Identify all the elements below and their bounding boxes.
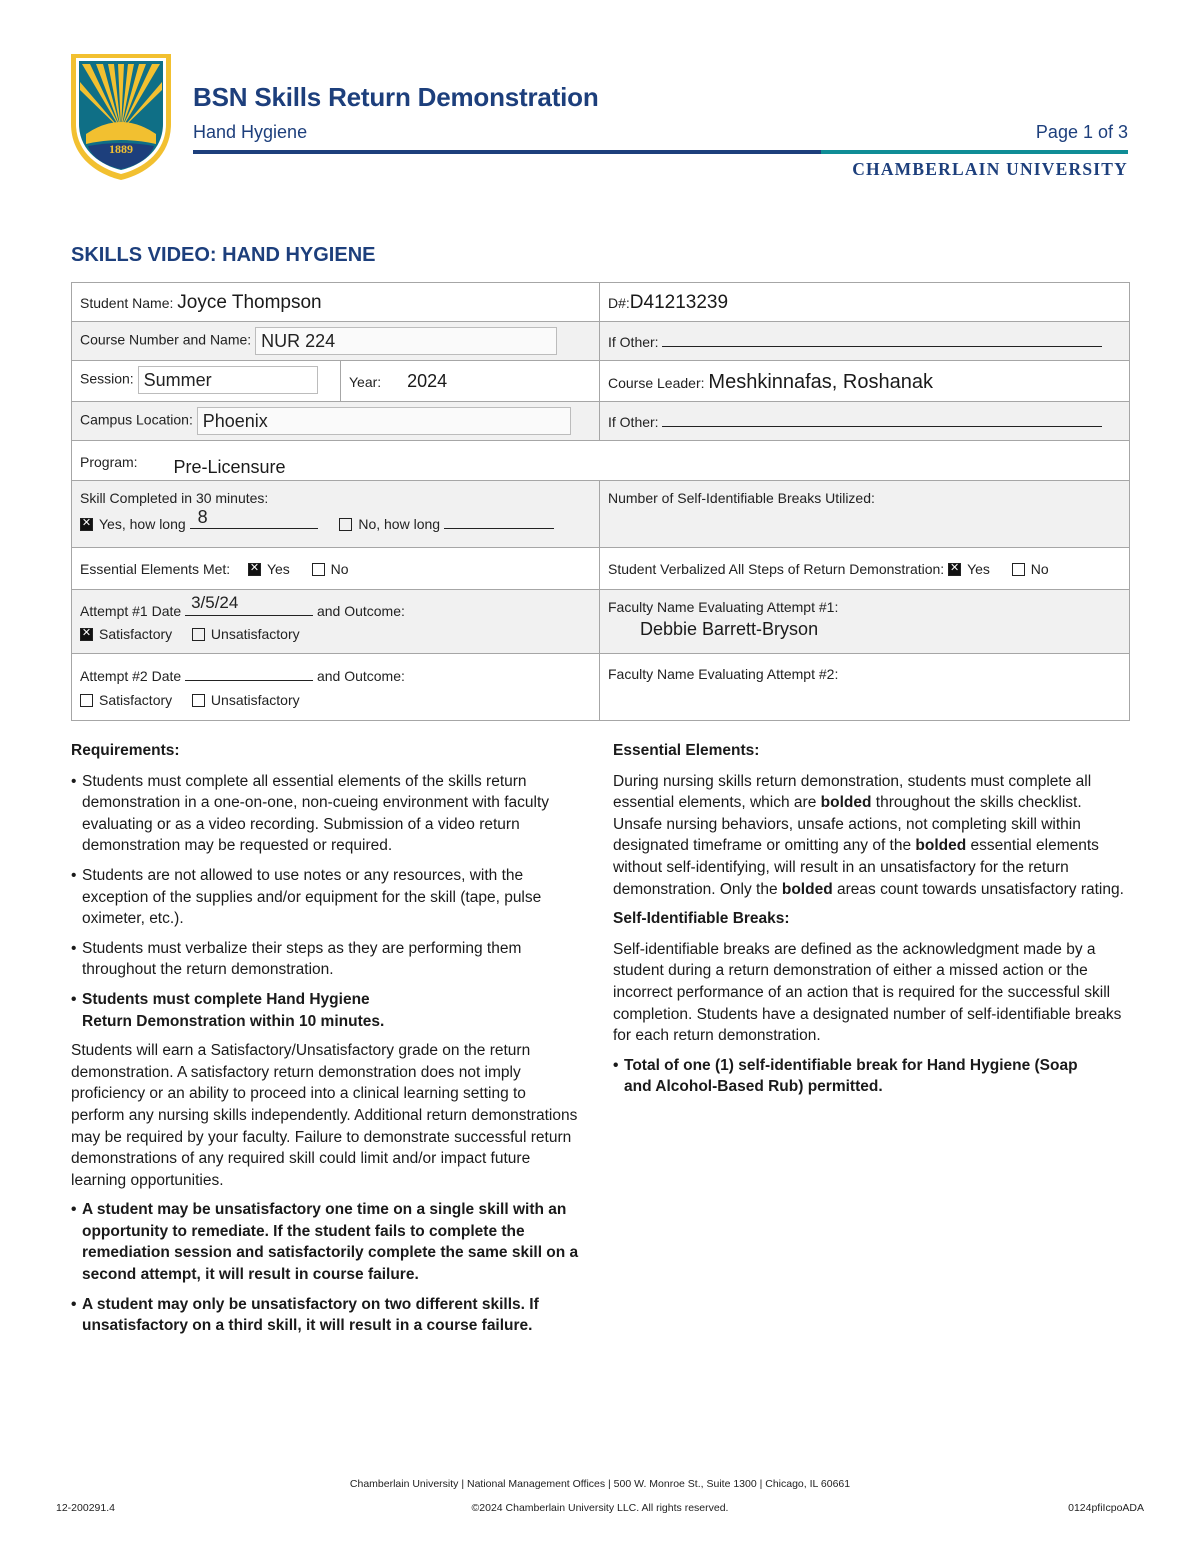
year-label: Year: bbox=[349, 374, 382, 390]
program-field[interactable]: Pre-Licensure bbox=[173, 457, 286, 477]
yes-how-long-label: Yes, how long bbox=[99, 516, 186, 532]
session-label: Session: bbox=[80, 370, 134, 387]
attempt1-date-label: Attempt #1 Date bbox=[80, 603, 182, 619]
course-label: Course Number and Name: bbox=[80, 331, 252, 348]
breaks-bullet: • Total of one (1) self-identifiable break for Hand Hygiene (Soap and Alcohol-Based Rub) permitted. bbox=[613, 1055, 1133, 1098]
session-year-cell bbox=[72, 361, 600, 402]
requirement-item-time-limit: • Students must complete Hand Hygiene Return Demonstration within 10 minutes. bbox=[71, 989, 581, 1032]
footer-copyright: ©2024 Chamberlain University LLC. All rights reserved. bbox=[471, 1502, 729, 1514]
attempt2-unsatisfactory-checkbox[interactable] bbox=[192, 694, 205, 707]
student-name-field[interactable]: Joyce Thompson bbox=[177, 292, 322, 313]
essential-text: During nursing skills return demonstration, students must complete all essential elements, which are bbox=[613, 772, 1092, 812]
essential-met-label: Essential Elements Met: bbox=[80, 561, 231, 577]
document-title: BSN Skills Return Demonstration bbox=[193, 82, 599, 112]
university-wordmark: CHAMBERLAIN UNIVERSITY bbox=[852, 159, 1128, 179]
verbalized-yes-label: Yes bbox=[967, 561, 990, 577]
course-cell bbox=[72, 322, 600, 361]
breaks-paragraph: Self-identifiable breaks are defined as the acknowledgment made by a student during a return demonstration of either a missed action or the incorrect performance of an action that is required for the successful skill completion. Students have a designated number of self-identifiable breaks for each return demonstration. bbox=[613, 940, 1122, 1045]
university-crest-logo bbox=[68, 52, 174, 182]
breaks-heading: Self-Identifiable Breaks: bbox=[613, 910, 790, 928]
verbalized-no-label: No bbox=[1030, 561, 1049, 577]
requirement-item-remediation: • A student may be unsatisfactory one time on a single skill with an opportunity to remediate. If the student fails to complete the remediation session and satisfactorily complete the same skill on a second attempt, it will result in course failure. bbox=[71, 1199, 581, 1285]
essential-met-yes-checkbox[interactable] bbox=[248, 563, 261, 576]
campus-cell bbox=[72, 402, 600, 441]
essential-met-yes-label: Yes bbox=[266, 561, 290, 577]
attempt1-date-field[interactable] bbox=[185, 593, 313, 616]
faculty1-field[interactable]: Debbie Barrett-Bryson bbox=[640, 619, 819, 639]
campus-other-field[interactable] bbox=[662, 412, 1102, 427]
student-id-label: D#: bbox=[608, 295, 630, 311]
yes-how-long-value: 8 bbox=[197, 507, 208, 527]
attempt2-unsatisfactory-label: Unsatisfactory bbox=[210, 692, 300, 708]
attempt1-unsatisfactory-checkbox[interactable] bbox=[192, 628, 205, 641]
attempt2-outcome-label: and Outcome: bbox=[316, 668, 405, 684]
requirements-section bbox=[71, 740, 581, 1345]
attempt2-cell bbox=[72, 654, 600, 721]
attempt2-satisfactory-label: Satisfactory bbox=[99, 692, 173, 708]
essential-bold-text: bolded bbox=[820, 794, 872, 812]
section-title: SKILLS VIDEO: HAND HYGIENE bbox=[71, 244, 376, 266]
campus-field[interactable]: Phoenix bbox=[197, 407, 571, 435]
no-how-long-field[interactable] bbox=[444, 512, 554, 529]
essential-elements-section bbox=[613, 740, 1133, 1106]
attempt1-date-value: 3/5/24 bbox=[191, 593, 239, 612]
requirement-item: • Students must complete all essential elements of the skills return demonstration in a one-on-one, non-cueing environment with faculty evaluating or as a video recording. Submission of a video return demonstration may be requested or required. bbox=[71, 771, 581, 857]
attempt1-satisfactory-label: Satisfactory bbox=[99, 626, 173, 642]
verbalized-cell bbox=[600, 548, 1130, 590]
student-name-label: Student Name: bbox=[80, 295, 174, 311]
verbalized-no-checkbox[interactable] bbox=[1012, 563, 1025, 576]
page-indicator: Page 1 of 3 bbox=[1035, 122, 1128, 142]
essential-bold-text: bolded bbox=[781, 880, 833, 898]
requirement-item: • Students are not allowed to use notes or any resources, with the exception of the supplies and/or equipment for the skill (tape, pulse oximeter, etc.). bbox=[71, 865, 581, 930]
breaks-label: Number of Self-Identifiable Breaks Utilized: bbox=[608, 490, 875, 506]
essential-bold-text: bolded bbox=[915, 837, 967, 855]
essential-text: areas count towards unsatisfactory rating. bbox=[837, 880, 1124, 898]
essential-met-cell bbox=[72, 548, 600, 590]
course-leader-cell bbox=[600, 361, 1130, 402]
no-how-long-label: No, how long bbox=[358, 516, 441, 532]
course-other-field[interactable] bbox=[662, 332, 1102, 347]
header-rule-accent bbox=[821, 150, 1128, 154]
skill-completed-cell bbox=[72, 481, 600, 548]
no-how-long-checkbox[interactable] bbox=[339, 518, 352, 531]
attempt2-date-label: Attempt #2 Date bbox=[80, 668, 182, 684]
faculty2-label: Faculty Name Evaluating Attempt #2: bbox=[608, 666, 839, 682]
breaks-cell bbox=[600, 481, 1130, 548]
faculty1-cell bbox=[600, 590, 1130, 654]
verbalized-yes-checkbox[interactable] bbox=[948, 563, 961, 576]
attempt1-unsatisfactory-label: Unsatisfactory bbox=[210, 626, 300, 642]
course-field[interactable]: NUR 224 bbox=[255, 327, 557, 355]
campus-label: Campus Location: bbox=[80, 411, 193, 428]
essential-heading: Essential Elements: bbox=[613, 742, 760, 759]
course-leader-label: Course Leader: bbox=[608, 375, 705, 391]
header-rule bbox=[193, 150, 821, 154]
year-field[interactable]: 2024 bbox=[407, 371, 448, 391]
essential-met-no-checkbox[interactable] bbox=[312, 563, 325, 576]
course-leader-field[interactable]: Meshkinnafas, Roshanak bbox=[708, 371, 933, 393]
document-subtitle: Hand Hygiene bbox=[193, 122, 308, 142]
student-name-cell bbox=[72, 283, 600, 322]
crest-year: 1889 bbox=[109, 142, 133, 156]
faculty1-label: Faculty Name Evaluating Attempt #1: bbox=[608, 599, 839, 615]
yes-how-long-field[interactable] bbox=[190, 507, 318, 529]
program-label: Program: bbox=[80, 454, 138, 470]
requirement-item: • Students must verbalize their steps as they are performing them throughout the return demonstration. bbox=[71, 938, 581, 981]
campus-other-cell bbox=[600, 402, 1130, 441]
requirements-paragraph: Students will earn a Satisfactory/Unsatisfactory grade on the return demonstration. A satisfactory return demonstration does not imply proficiency or an ability to proceed into a clinical learning setting to perform any nursing skills independently. Additional return demonstrations may be required by your faculty. Failure to demonstrate successful return demonstrations of any required skill could limit and/or impact future learning opportunities. bbox=[71, 1042, 578, 1189]
footer-code-left: 12-200291.4 bbox=[56, 1502, 115, 1514]
footer-address: Chamberlain University | National Management Offices | 500 W. Monroe St., Suite 1300 | Chicago, IL 60661 bbox=[349, 1478, 851, 1490]
student-id-field[interactable]: D41213239 bbox=[629, 292, 729, 313]
essential-text: throughout the skills checklist. Unsafe nursing behaviors, unsafe actions, not completing skill within designated timeframe or omitting any of the bbox=[613, 794, 1082, 855]
campus-other-label: If Other: bbox=[608, 414, 659, 430]
attempt1-satisfactory-checkbox[interactable] bbox=[80, 628, 93, 641]
program-cell bbox=[72, 441, 1130, 481]
requirements-heading: Requirements: bbox=[71, 742, 180, 759]
attempt2-satisfactory-checkbox[interactable] bbox=[80, 694, 93, 707]
course-other-label: If Other: bbox=[608, 334, 659, 350]
student-id-cell bbox=[600, 283, 1130, 322]
yes-how-long-checkbox[interactable] bbox=[80, 518, 93, 531]
attempt1-cell bbox=[72, 590, 600, 654]
course-other-cell bbox=[600, 322, 1130, 361]
faculty2-cell bbox=[600, 654, 1130, 721]
verbalized-label: Student Verbalized All Steps of Return Demonstration: bbox=[608, 561, 945, 577]
session-field[interactable]: Summer bbox=[138, 366, 318, 394]
footer-code-right: 0124pfiIcpoADA bbox=[1068, 1502, 1144, 1514]
requirement-item-course-failure: • A student may only be unsatisfactory on two different skills. If unsatisfactory on a third skill, it will result in a course failure. bbox=[71, 1294, 581, 1337]
attempt1-outcome-label: and Outcome: bbox=[316, 603, 405, 619]
essential-paragraph bbox=[613, 771, 1133, 901]
essential-met-no-label: No bbox=[330, 561, 349, 577]
skill-completed-label: Skill Completed in 30 minutes: bbox=[80, 490, 269, 506]
essential-text: essential elements without self-identifying, will result in an unsatisfactory for the return demonstration. Only the bbox=[613, 837, 1099, 898]
student-info-form bbox=[71, 282, 1130, 721]
attempt2-date-field[interactable] bbox=[185, 666, 313, 681]
